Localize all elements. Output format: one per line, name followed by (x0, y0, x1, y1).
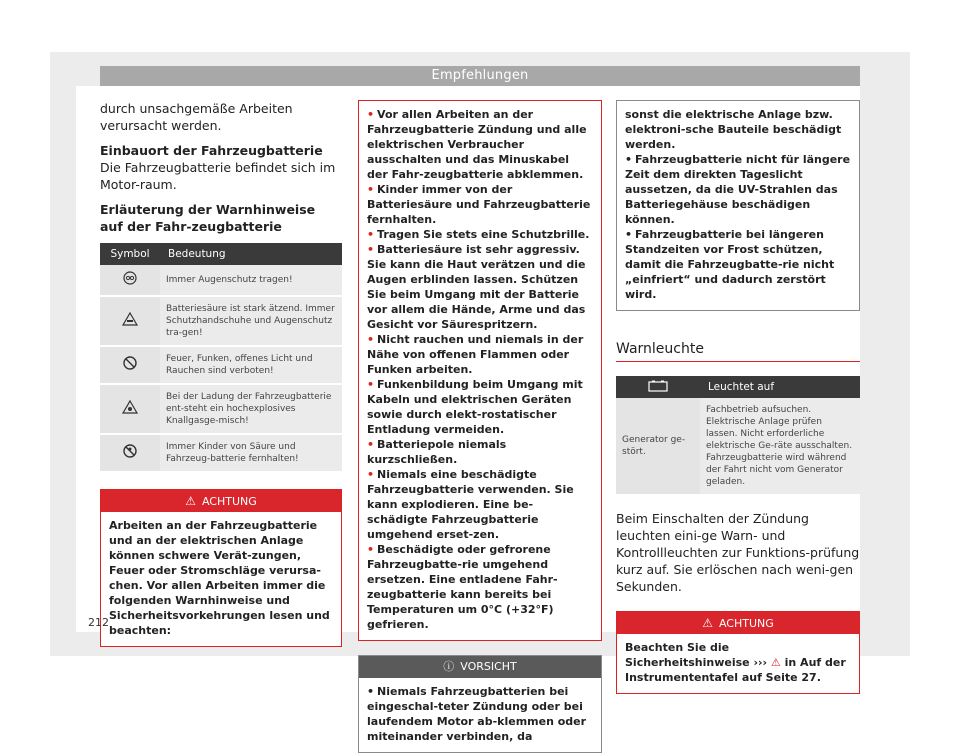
caution-title: VORSICHT (460, 660, 517, 673)
column-right (616, 100, 860, 694)
info-circle-icon: ⓘ (443, 660, 455, 673)
warning-ref-icon: ⚠ (770, 656, 781, 669)
symbol-column-header: Symbol (100, 243, 160, 265)
meaning-text: Batteriesäure ist stark ätzend. Immer Schutzhandschuhe und Augenschutz tra-gen! (160, 296, 342, 346)
no-fire-icon (123, 363, 137, 373)
warning-title: ACHTUNG (718, 617, 774, 630)
list-item: • Funkenbildung beim Umgang mit Kabeln und elektrischen Geräten sowie durch elekt-rostatischer Entladung vermeiden. (367, 378, 583, 436)
lamp-body-text: Beim Einschalten der Zündung leuchten eini-ge Warn- und Kontrollleuchten zur Funktions-prüfung kurz auf. Sie erlöschen nach weni-gen Sekunden. (616, 511, 860, 594)
warning-text-after: in Auf der Instrumententafel auf Seite 27. (625, 656, 846, 684)
column-middle (358, 100, 602, 753)
einbauort-text: Die Fahrzeugbatterie befindet sich im Motor-raum. (100, 160, 336, 192)
meaning-text: Feuer, Funken, offenes Licht und Rauchen sind verboten! (160, 346, 342, 384)
warning-text-before: Beachten Sie die Sicherheitshinweise ››› (625, 641, 768, 669)
list-item: • Beschädigte oder gefrorene Fahrzeugbatte-rie umgehend ersetzen. Eine entladene Fahr-zeugbatterie kann bereits bei Temperaturen um 0°C (+32°F) gefrieren. (367, 543, 558, 631)
list-item: • Niemals Fahrzeugbatterien bei eingeschal-teter Zündung oder bei laufendem Motor ab-klemmen oder miteinander verbinden, da (367, 685, 587, 743)
warning-box (100, 489, 342, 647)
warning-triangle-icon: ⚠ (185, 494, 196, 508)
eye-protection-icon (123, 278, 137, 288)
warning-triangle-icon: ⚠ (702, 616, 713, 630)
symbol-table (100, 243, 342, 473)
page-number: 212 (88, 616, 109, 629)
meaning-column-header: Bedeutung (160, 243, 342, 265)
heading-einbauort: Einbauort der Fahrzeugbatterie (100, 143, 323, 158)
warning-text: Arbeiten an der Fahrzeugbatterie und an der elektrischen Anlage können schwere Verät-zungen, Feuer oder Stromschläge verursa-chen. Vor allen Arbeiten immer die folgenden Warnhinweise und Sicherheitsvorkehrungen lesen und beachten: (109, 519, 330, 637)
meaning-text: Immer Kinder von Säure und Fahrzeug-batterie fernhalten! (160, 434, 342, 472)
table-row (100, 434, 342, 472)
table-row (100, 346, 342, 384)
table-row (100, 384, 342, 434)
warning-box-right (616, 611, 860, 694)
warning-box-continued (358, 100, 602, 641)
warning-lamp-table (616, 376, 860, 494)
keep-children-away-icon (123, 451, 137, 461)
meaning-text: Bei der Ladung der Fahrzeugbatterie ent-steht ein hochexplosives Knallgasge-misch! (160, 384, 342, 434)
list-item: • Nicht rauchen und niemals in der Nähe von offenen Flammen oder Funken arbeiten. (367, 333, 584, 376)
caution-continued-text: sonst die elektrische Anlage bzw. elektroni-sche Bauteile beschädigt werden. (625, 108, 842, 151)
section-title-warnleuchte: Warnleuchte (616, 341, 860, 362)
list-item: • Tragen Sie stets eine Schutzbrille. (367, 228, 590, 241)
list-item: • Fahrzeugbatterie bei längeren Standzeiten vor Frost schützen, damit die Fahrzeugbatte-rie nicht „einfriert“ und dadurch zerstört wird. (625, 228, 835, 301)
corrosive-icon (122, 319, 138, 329)
list-item: • Kinder immer von der Batteriesäure und Fahrzeugbatterie fernhalten. (367, 183, 591, 226)
battery-icon (648, 383, 668, 395)
list-item: • Batteriesäure ist sehr aggressiv. Sie kann die Haut verätzen und die Augen erblinden lassen. Schützen Sie beim Umgang mit der Batterie vor allem die Hände, Arme und das Gesicht vor Säurespritzern. (367, 243, 586, 331)
lamp-description: Fachbetrieb aufsuchen. Elektrische Anlage prüfen lassen. Nicht erforderliche elektrische Ge-räte ausschalten. Fahrzeugbatterie wird während der Fahrt nicht vom Generator geladen. (700, 398, 860, 494)
list-item: • Vor allen Arbeiten an der Fahrzeugbatterie Zündung und alle elektrischen Verbraucher ausschalten und das Minuskabel der Fahr-zeugbatterie abklemmen. (367, 108, 587, 181)
caution-box (358, 655, 602, 753)
list-item: • Fahrzeugbatterie nicht für längere Zeit dem direkten Tageslicht aussetzen, da die UV-Strahlen das Batteriegehäuse beschädigen können. (625, 153, 851, 226)
intro-text: durch unsachgemäße Arbeiten verursacht werden. (100, 101, 293, 133)
caution-box-continued (616, 100, 860, 311)
lamp-condition: Generator ge-stört. (616, 398, 700, 494)
column-left (100, 100, 342, 647)
explosive-icon (122, 407, 138, 417)
warning-title: ACHTUNG (201, 495, 257, 508)
lamp-column-header: Leuchtet auf (700, 376, 860, 398)
list-item: • Niemals eine beschädigte Fahrzeugbatterie verwenden. Sie kann explodieren. Eine be-schädigte Fahrzeugbatterie umgehend erset-zen. (367, 468, 574, 541)
list-item: • Batteriepole niemals kurzschließen. (367, 438, 507, 466)
heading-erlaeuterung: Erläuterung der Warnhinweise auf der Fahr-zeugbatterie (100, 202, 316, 234)
table-row (616, 398, 860, 494)
table-row (100, 265, 342, 296)
page-header: Empfehlungen (100, 66, 860, 86)
meaning-text: Immer Augenschutz tragen! (160, 265, 342, 296)
table-row (100, 296, 342, 346)
